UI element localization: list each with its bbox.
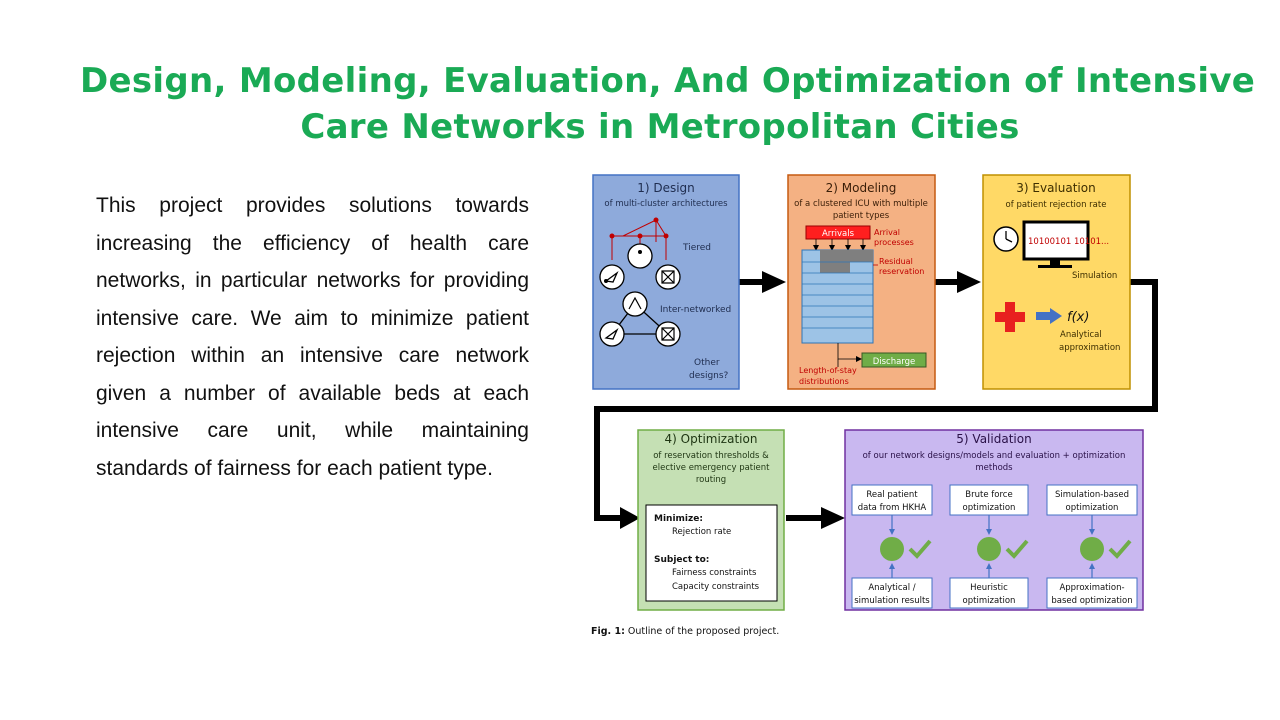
modeling-subtitle-1: of a clustered ICU with multiple xyxy=(794,199,928,209)
design-subtitle: of multi-cluster architectures xyxy=(604,199,728,209)
modeling-box xyxy=(788,175,935,389)
subject-to-label: Subject to: xyxy=(654,555,710,565)
arrivals-label: Arrivals xyxy=(821,229,855,239)
validation-bottom-3-line2: based optimization xyxy=(1051,596,1133,606)
function-symbol: f(x) xyxy=(1067,310,1090,325)
optimization-title: 4) Optimization xyxy=(664,432,758,446)
fairness-constraints-label: Fairness constraints xyxy=(672,568,757,578)
other-designs-label-2: designs? xyxy=(689,371,729,381)
clock-icon xyxy=(994,227,1018,251)
caption-text: Outline of the proposed project. xyxy=(627,626,780,637)
evaluation-title: 3) Evaluation xyxy=(1016,181,1096,195)
description-paragraph: This project provides solutions towards increasing the efficiency of health care networks, in particular networks for providing intensive care. We aim to minimize patient rejection within an intensive care network given a number of available beds at each intensive care unit, while maintaining standards of fairness for each patient type. xyxy=(96,194,529,480)
analytical-label-1: Analytical xyxy=(1060,330,1102,340)
arrival-processes-label-2: processes xyxy=(874,238,914,247)
simulation-label: Simulation xyxy=(1072,271,1118,281)
optimization-box xyxy=(638,430,784,610)
tiered-label: Tiered xyxy=(683,243,712,253)
validation-bottom-2-line2: optimization xyxy=(962,596,1016,606)
minimize-label: Minimize: xyxy=(654,514,703,524)
length-of-stay-label-2: distributions xyxy=(799,377,849,386)
analytical-label-2: approximation xyxy=(1059,343,1121,353)
optimization-subtitle-2: elective emergency patient xyxy=(652,463,770,473)
validation-top-3-line2: optimization xyxy=(1065,503,1119,513)
title-line-2: Care Networks in Metropolitan Cities xyxy=(300,107,1020,147)
slide-title xyxy=(80,58,1256,150)
length-of-stay-label-1: Length-of-stay xyxy=(799,366,857,375)
binary-output: 10100101 10101... xyxy=(1028,237,1110,247)
validation-bottom-1-line1: Analytical / xyxy=(868,583,916,593)
validation-bottom-1-line2: simulation results xyxy=(854,596,930,606)
other-designs-label-1: Other xyxy=(694,358,720,368)
modeling-subtitle-2: patient types xyxy=(832,211,890,221)
validation-subtitle-1: of our network designs/models and evaluation + optimization xyxy=(862,451,1126,461)
validation-title: 5) Validation xyxy=(956,432,1032,446)
optimization-subtitle-3: routing xyxy=(695,475,727,485)
design-title: 1) Design xyxy=(637,181,695,195)
discharge-label: Discharge xyxy=(872,357,916,367)
caption-label: Fig. 1: xyxy=(591,626,625,637)
validation-top-1-line2: data from HKHA xyxy=(857,503,927,513)
optimization-subtitle-1: of reservation thresholds & xyxy=(653,451,769,461)
arrival-processes-label-1: Arrival xyxy=(874,228,900,237)
residual-reservation-label-1: Residual xyxy=(879,257,913,266)
validation-top-2-line2: optimization xyxy=(962,503,1016,513)
figure-svg xyxy=(588,170,1160,645)
rejection-rate-label: Rejection rate xyxy=(672,527,732,537)
evaluation-subtitle: of patient rejection rate xyxy=(1005,200,1107,210)
modeling-title: 2) Modeling xyxy=(825,181,897,195)
validation-bottom-2-line1: Heuristic xyxy=(970,583,1008,593)
residual-reservation-label-2: reservation xyxy=(879,267,925,276)
figure-caption xyxy=(591,626,779,637)
icu-bed-stack xyxy=(802,250,873,343)
evaluation-box xyxy=(983,175,1130,389)
validation-subtitle-2: methods xyxy=(975,463,1013,473)
inter-networked-label: Inter-networked xyxy=(660,305,732,315)
validation-bottom-3-line1: Approximation- xyxy=(1059,583,1125,593)
validation-top-2-line1: Brute force xyxy=(965,490,1013,500)
title-line-1: Design, Modeling, Evaluation, And Optimization of Intensive xyxy=(80,61,1256,101)
validation-box xyxy=(845,430,1143,610)
project-outline-figure xyxy=(588,170,1160,645)
design-box xyxy=(593,175,739,389)
validation-top-1-line1: Real patient xyxy=(866,490,918,500)
validation-top-3-line1: Simulation-based xyxy=(1054,490,1130,500)
capacity-constraints-label: Capacity constraints xyxy=(672,582,760,592)
